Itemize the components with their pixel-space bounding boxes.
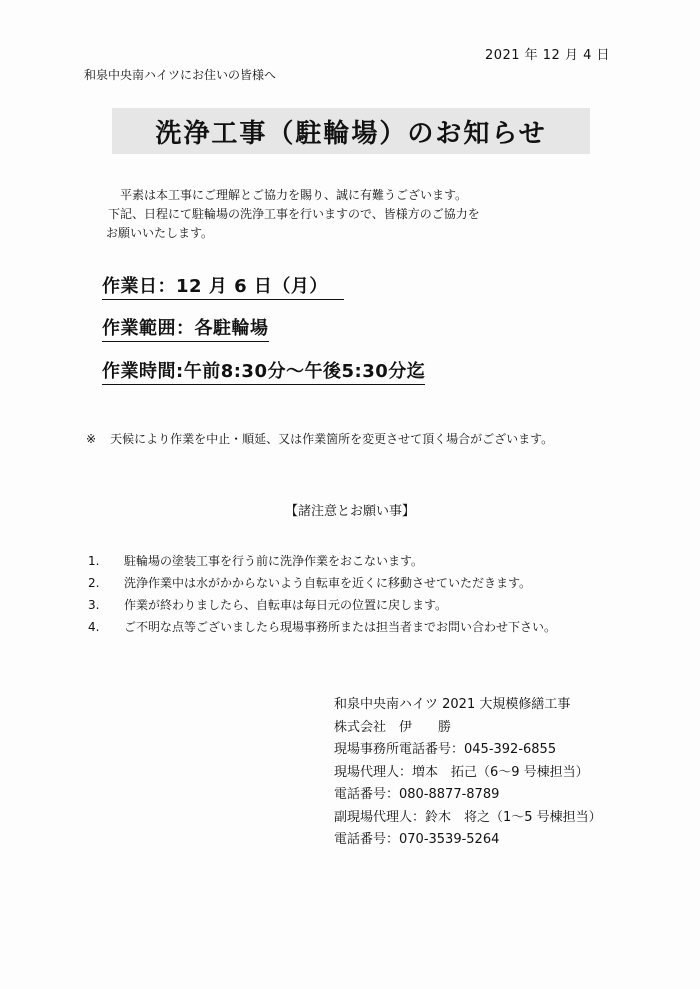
site-agent: 現場代理人：増本 拓己（6～9 号棟担当） (334, 764, 589, 780)
intro-line: 下記、日程にて駐輪場の洗浄工事を行いますので、皆様方のご協力を (108, 207, 480, 221)
list-item-text: 作業が終わりましたら、自転車は毎日元の位置に戻します。 (124, 598, 448, 612)
issue-date: 2021 年 12 月 4 日 (484, 48, 610, 63)
intro-line: お願いいたします。 (106, 226, 214, 240)
site-agent-phone: 電話番号：080-8877-8789 (334, 787, 500, 802)
precautions-list (88, 550, 556, 638)
list-item-text: 駐輪場の塗装工事を行う前に洗浄作業をおこないます。 (124, 554, 424, 568)
list-item (88, 550, 556, 572)
list-item (88, 572, 556, 594)
intro-paragraph (108, 186, 578, 243)
list-item-number: 2. (88, 576, 100, 590)
page-title: 洗浄工事（駐輪場）のお知らせ (155, 118, 547, 149)
contact-block (334, 694, 602, 852)
note-mark: ※ (86, 432, 97, 446)
weather-note (86, 430, 553, 447)
list-item-number: 3. (88, 598, 100, 612)
work-time: 作業時間:午前8:30分～午後5:30分迄 (102, 357, 425, 385)
addressee: 和泉中央南ハイツにお住いの皆様へ (84, 68, 277, 82)
intro-line: 平素は本工事にご理解とご協力を賜り、誠に有難うございます。 (120, 188, 468, 202)
list-item-text: ご不明な点等ございましたら現場事務所または担当者までお問い合わせ下さい。 (124, 620, 557, 634)
list-item-number: 1. (88, 554, 100, 568)
list-item (88, 594, 556, 616)
work-range: 作業範囲：各駐輪場 (102, 314, 269, 342)
project-name: 和泉中央南ハイツ 2021 大規模修繕工事 (334, 697, 571, 712)
list-item (88, 616, 556, 638)
deputy-agent: 副現場代理人：鈴木 将之（1～5 号棟担当） (334, 809, 602, 825)
list-item-number: 4. (88, 620, 100, 634)
section-heading: 【諸注意とお願い事】 (284, 504, 415, 519)
company-name: 株式会社 伊 勝 (334, 719, 452, 735)
office-phone: 現場事務所電話番号：045-392-6855 (334, 742, 557, 757)
deputy-agent-phone: 電話番号：070-3539-5264 (334, 832, 500, 847)
list-item-text: 洗浄作業中は水がかからないよう自転車を近くに移動させていただきます。 (124, 576, 532, 590)
title-banner (112, 108, 590, 154)
work-date: 作業日：12 月 6 日（月） (102, 272, 344, 300)
note-text: 天候により作業を中止・順延、又は作業箇所を変更させて頂く場合がございます。 (110, 432, 554, 446)
